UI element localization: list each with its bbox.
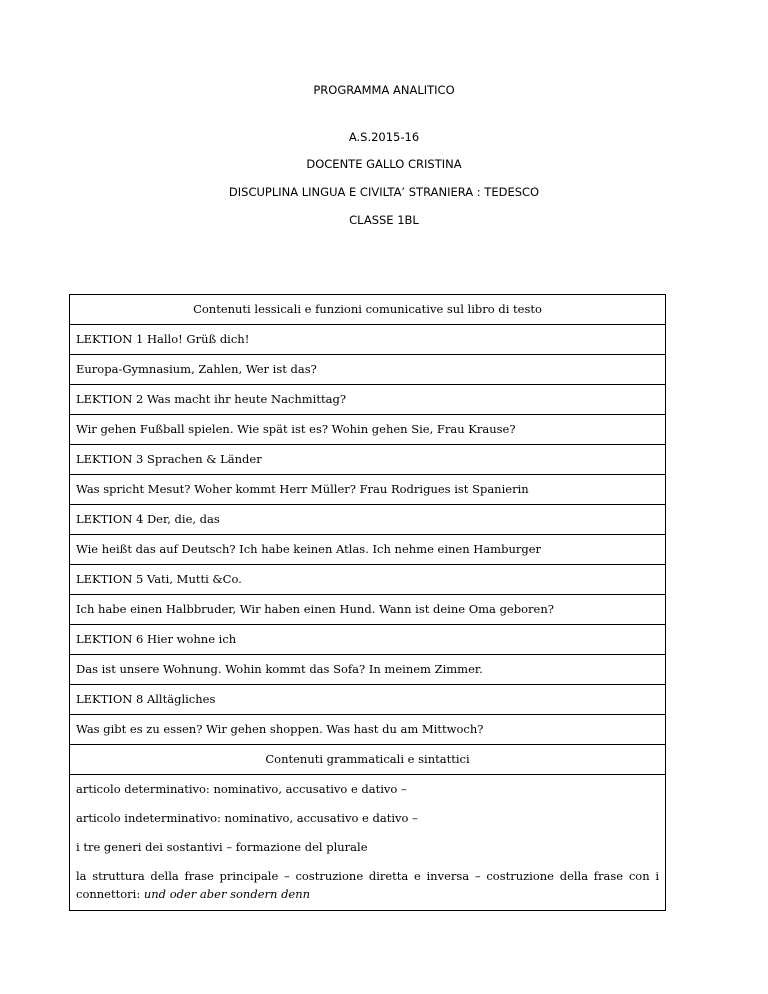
- grammar-content-row: [70, 775, 666, 911]
- table-row: [70, 325, 666, 355]
- school-year: A.S.2015-16: [348, 130, 420, 144]
- teacher-name: DOCENTE GALLO CRISTINA: [306, 157, 462, 171]
- lexical-cell: Das ist unsere Wohnung. Wohin kommt das Sofa? In meinem Zimmer.: [70, 655, 666, 685]
- table-row: [70, 505, 666, 535]
- lexical-cell: LEKTION 6 Hier wohne ich: [70, 625, 666, 655]
- grammar-line: i tre generi dei sostantivi – formazione del plurale: [76, 840, 368, 854]
- table-row: [70, 565, 666, 595]
- lexical-cell: LEKTION 1 Hallo! Grüß dich!: [70, 325, 666, 355]
- grammar-cell: [70, 775, 666, 911]
- table-row: [70, 355, 666, 385]
- program-table: [69, 294, 666, 911]
- lexical-cell: Wie heißt das auf Deutsch? Ich habe keinen Atlas. Ich nehme einen Hamburger: [70, 535, 666, 565]
- grammar-heading-row: [70, 745, 666, 775]
- lexical-cell: Ich habe einen Halbbruder, Wir haben einen Hund. Wann ist deine Oma geboren?: [70, 595, 666, 625]
- lexical-cell: Was gibt es zu essen? Wir gehen shoppen. Was hast du am Mittwoch?: [70, 715, 666, 745]
- table-row: [70, 595, 666, 625]
- table-row: [70, 445, 666, 475]
- table-row: [70, 655, 666, 685]
- table-row: [70, 415, 666, 445]
- grammar-heading: Contenuti grammaticali e sintattici: [70, 745, 666, 775]
- table-row: [70, 685, 666, 715]
- class-name: CLASSE 1BL: [349, 213, 419, 227]
- lexical-cell: LEKTION 2 Was macht ihr heute Nachmittag?: [70, 385, 666, 415]
- table-row: [70, 475, 666, 505]
- grammar-paragraph-text: la struttura della frase principale – costruzione diretta e inversa – costruzione della frase con i connettori:: [76, 869, 659, 901]
- grammar-line: articolo indeterminativo: nominativo, accusativo e dativo –: [76, 811, 418, 825]
- lexical-cell: Wir gehen Fußball spielen. Wie spät ist es? Wohin gehen Sie, Frau Krause?: [70, 415, 666, 445]
- grammar-line: articolo determinativo: nominativo, accusativo e dativo –: [76, 782, 407, 796]
- lexical-cell: LEKTION 8 Alltägliches: [70, 685, 666, 715]
- lexical-heading-row: [70, 295, 666, 325]
- lexical-heading: Contenuti lessicali e funzioni comunicative sul libro di testo: [70, 295, 666, 325]
- grammar-paragraph: [76, 862, 659, 903]
- lexical-cell: LEKTION 3 Sprachen & Länder: [70, 445, 666, 475]
- lexical-cell: LEKTION 4 Der, die, das: [70, 505, 666, 535]
- lexical-cell: Was spricht Mesut? Woher kommt Herr Müller? Frau Rodrigues ist Spanierin: [70, 475, 666, 505]
- document-title: PROGRAMMA ANALITICO: [313, 83, 455, 97]
- table-row: [70, 535, 666, 565]
- table-row: [70, 385, 666, 415]
- connectors-list: und oder aber sondern denn: [143, 887, 311, 901]
- subject-name: DISCUPLINA LINGUA E CIVILTA’ STRANIERA : TEDESCO: [228, 185, 540, 199]
- table-row: [70, 625, 666, 655]
- lexical-cell: Europa-Gymnasium, Zahlen, Wer ist das?: [70, 355, 666, 385]
- lexical-cell: LEKTION 5 Vati, Mutti &Co.: [70, 565, 666, 595]
- table-row: [70, 715, 666, 745]
